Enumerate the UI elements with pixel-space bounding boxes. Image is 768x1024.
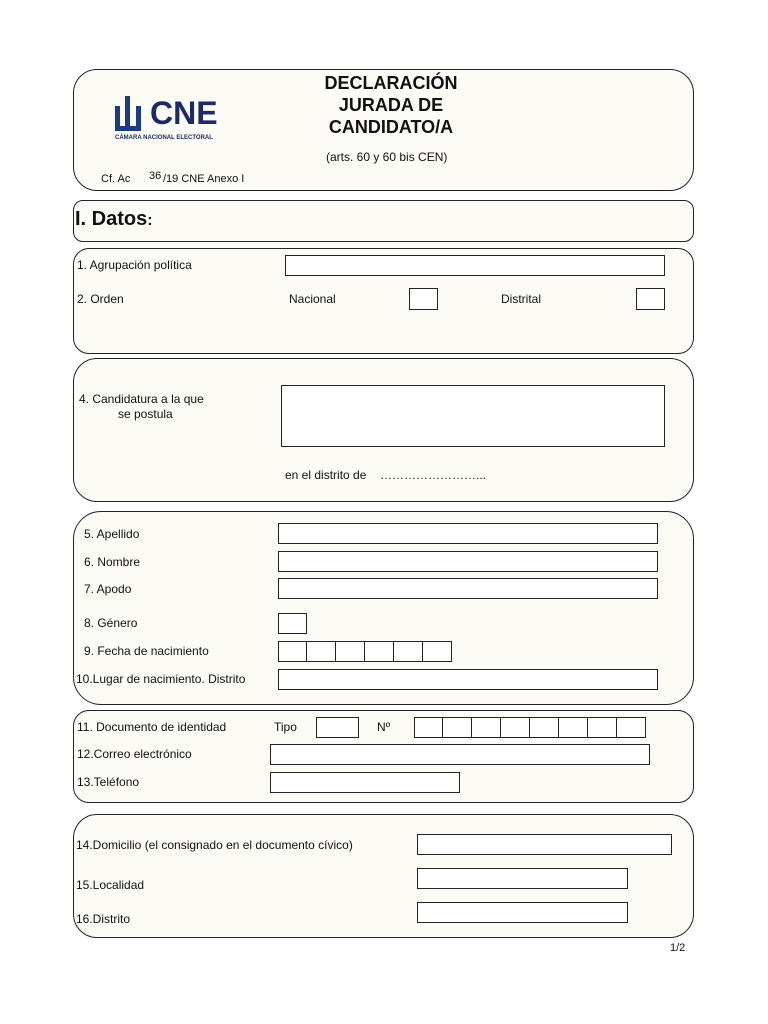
label-lugar: 10.Lugar de nacimiento. Distrito <box>76 672 246 686</box>
fecha-field[interactable] <box>278 641 452 662</box>
title-line-3: CANDIDATO/A <box>328 117 454 137</box>
agrupacion-field[interactable] <box>285 255 665 276</box>
localidad-field[interactable] <box>417 868 628 889</box>
nacional-checkbox[interactable] <box>409 288 438 310</box>
label-apellido: 5. Apellido <box>84 527 140 541</box>
label-nombre: 6. Nombre <box>84 555 141 569</box>
label-apodo: 7. Apodo <box>84 582 132 596</box>
label-agrupacion: 1. Agrupación política <box>77 258 192 272</box>
lugar-field[interactable] <box>278 669 658 690</box>
distrital-checkbox[interactable] <box>636 288 665 310</box>
title-line-2: JURADA DE <box>338 95 444 115</box>
numero-cell[interactable] <box>617 717 646 738</box>
label-nacional: Nacional <box>289 292 336 306</box>
distrito-field[interactable] <box>417 902 628 923</box>
distrito-de-dots[interactable]: ……………………... <box>380 468 487 482</box>
label-correo: 12.Correo electrónico <box>77 747 192 761</box>
label-genero: 8. Género <box>84 616 138 630</box>
label-tipo: Tipo <box>274 720 297 734</box>
label-numero: Nº <box>377 720 391 734</box>
section-title-text: I. Datos <box>75 208 148 230</box>
label-localidad: 15.Localidad <box>76 878 145 892</box>
label-candidatura-1: 4. Candidatura a la que <box>79 392 204 406</box>
label-fecha: 9. Fecha de nacimiento <box>84 644 209 658</box>
telefono-field[interactable] <box>270 772 460 793</box>
fecha-cell[interactable] <box>365 641 394 662</box>
title-line-1: DECLARACIÓN <box>324 73 458 93</box>
label-distrito-de: en el distrito de <box>285 468 367 482</box>
numero-cell[interactable] <box>501 717 530 738</box>
label-domicilio: 14.Domicilio (el consignado en el documento cívico) <box>76 838 353 852</box>
apodo-field[interactable] <box>278 578 658 599</box>
label-distrito: 16.Distrito <box>76 912 131 926</box>
ref-number: 36 <box>149 170 162 182</box>
apellido-field[interactable] <box>278 523 658 544</box>
fecha-cell[interactable] <box>278 641 307 662</box>
logo-subtext: CÁMARA NACIONAL ELECTORAL <box>115 135 213 141</box>
numero-cell[interactable] <box>443 717 472 738</box>
numero-cell[interactable] <box>530 717 559 738</box>
label-distrital: Distrital <box>501 292 542 306</box>
candidatura-field[interactable] <box>281 385 665 447</box>
label-orden: 2. Orden <box>77 292 124 306</box>
numero-field[interactable] <box>414 717 646 738</box>
numero-cell[interactable] <box>414 717 443 738</box>
section-title <box>75 208 153 231</box>
fecha-cell[interactable] <box>307 641 336 662</box>
fecha-cell[interactable] <box>336 641 365 662</box>
correo-field[interactable] <box>270 744 650 765</box>
nombre-field[interactable] <box>278 551 658 572</box>
numero-cell[interactable] <box>559 717 588 738</box>
label-telefono: 13.Teléfono <box>77 775 140 789</box>
genero-field[interactable] <box>278 613 307 634</box>
domicilio-field[interactable] <box>417 834 672 855</box>
cne-logo-icon <box>112 94 146 132</box>
page-number: 1/2 <box>670 942 686 954</box>
label-candidatura-2: se postula <box>118 407 173 421</box>
numero-cell[interactable] <box>472 717 501 738</box>
numero-cell[interactable] <box>588 717 617 738</box>
ref-suffix: /19 CNE Anexo I <box>163 173 245 185</box>
logo-text: CNE <box>150 95 218 131</box>
section-title-colon: : <box>147 212 153 229</box>
section-title-panel <box>73 200 694 242</box>
fecha-cell[interactable] <box>394 641 423 662</box>
tipo-field[interactable] <box>316 717 359 738</box>
title-subtitle: (arts. 60 y 60 bis CEN) <box>326 150 448 164</box>
fecha-cell[interactable] <box>423 641 452 662</box>
label-documento: 11. Documento de identidad <box>77 720 227 734</box>
ref-prefix: Cf. Ac <box>101 173 131 185</box>
cne-logo <box>112 94 222 146</box>
